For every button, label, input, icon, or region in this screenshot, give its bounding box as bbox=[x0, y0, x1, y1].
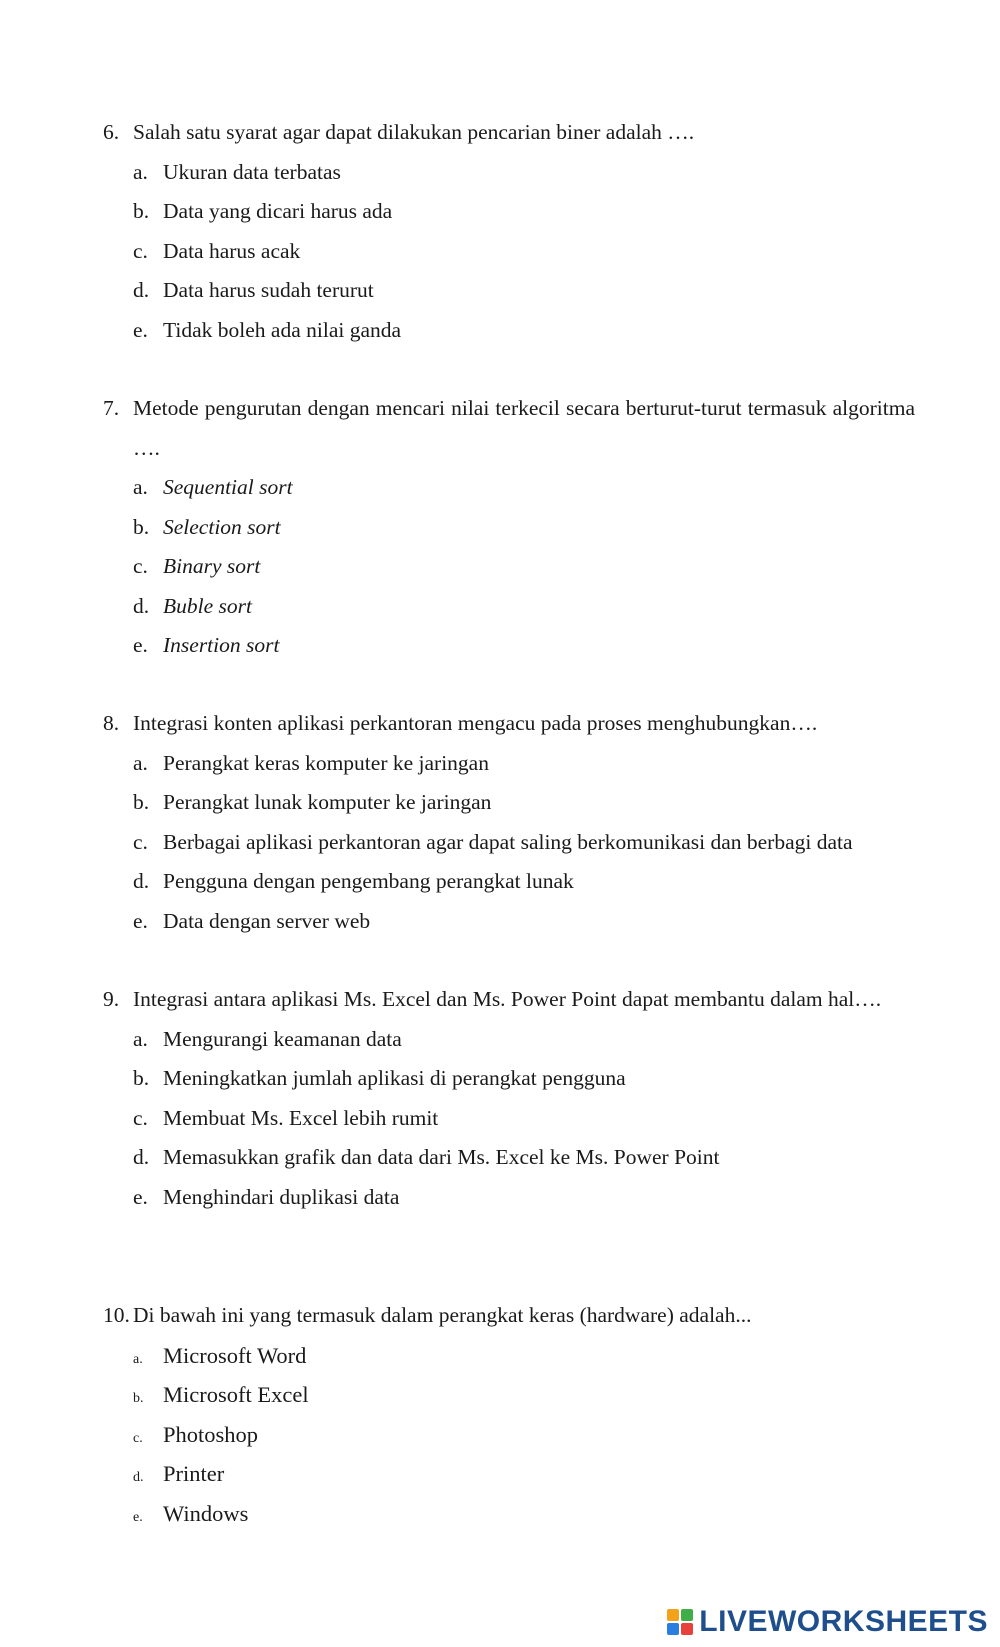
option-text: Menghindari duplikasi data bbox=[163, 1184, 400, 1209]
option-letter: a. bbox=[133, 750, 148, 775]
option-letter: d. bbox=[133, 869, 150, 893]
option-letter: a. bbox=[133, 1026, 148, 1051]
option-letter: d. bbox=[133, 593, 150, 618]
option-letter: d. bbox=[133, 1470, 144, 1485]
option-text: Data harus sudah terurut bbox=[163, 278, 374, 302]
option-6d[interactable] bbox=[133, 271, 915, 311]
liveworksheets-logo-icon bbox=[667, 1609, 693, 1635]
option-text: Microsoft Word bbox=[163, 1342, 307, 1368]
option-6b[interactable] bbox=[133, 192, 915, 232]
option-text: Mengurangi keamanan data bbox=[163, 1026, 402, 1051]
option-letter: c. bbox=[133, 829, 148, 854]
option-text: Microsoft Excel bbox=[163, 1382, 309, 1407]
option-text: Meningkatkan jumlah aplikasi di perangkat pengguna bbox=[163, 1066, 626, 1090]
option-10e[interactable] bbox=[133, 1494, 915, 1534]
option-text: Printer bbox=[163, 1461, 225, 1486]
option-letter: a. bbox=[133, 1351, 143, 1367]
option-letter: c. bbox=[133, 554, 148, 578]
option-text: Berbagai aplikasi perkantoran agar dapat saling berkomunikasi dan berbagi data bbox=[163, 829, 853, 854]
option-letter: b. bbox=[133, 514, 150, 539]
option-10b[interactable] bbox=[133, 1375, 915, 1415]
option-7a[interactable] bbox=[133, 468, 915, 508]
option-letter: a. bbox=[133, 159, 148, 184]
option-letter: a. bbox=[133, 475, 148, 499]
option-list bbox=[103, 153, 915, 351]
question-number: 10. bbox=[103, 1303, 130, 1327]
question-text: Integrasi antara aplikasi Ms. Excel dan Ms. Power Point dapat membantu dalam hal…. bbox=[133, 987, 882, 1011]
option-7c[interactable] bbox=[133, 547, 915, 587]
option-letter: e. bbox=[133, 1184, 148, 1209]
option-letter: e. bbox=[133, 908, 148, 933]
option-letter: c. bbox=[133, 238, 148, 263]
option-letter: e. bbox=[133, 1509, 143, 1525]
question-text: Salah satu syarat agar dapat dilakukan pencarian biner adalah …. bbox=[133, 120, 695, 144]
question-10 bbox=[103, 1296, 915, 1533]
option-9e[interactable] bbox=[133, 1178, 915, 1218]
liveworksheets-brand bbox=[667, 1605, 988, 1639]
option-letter: b. bbox=[133, 1066, 150, 1090]
option-10a[interactable] bbox=[133, 1336, 915, 1376]
question-text: Metode pengurutan dengan mencari nilai terkecil secara berturut-turut termasuk algoritma …. bbox=[133, 396, 915, 460]
question-6 bbox=[103, 113, 915, 350]
question-number: 9. bbox=[103, 987, 120, 1011]
option-text: Photoshop bbox=[163, 1421, 259, 1447]
brand-name: LIVEWORKSHEETS bbox=[699, 1605, 988, 1638]
option-text: Insertion sort bbox=[163, 633, 280, 657]
option-8e[interactable] bbox=[133, 902, 915, 942]
option-letter: e. bbox=[133, 633, 148, 657]
option-10c[interactable] bbox=[133, 1415, 915, 1455]
option-text: Membuat Ms. Excel lebih rumit bbox=[163, 1105, 439, 1130]
option-text: Data harus acak bbox=[163, 238, 301, 263]
question-7 bbox=[103, 389, 915, 666]
option-list bbox=[103, 468, 915, 666]
option-6c[interactable] bbox=[133, 232, 915, 272]
option-9d[interactable] bbox=[133, 1138, 915, 1178]
option-letter: b. bbox=[133, 1391, 144, 1406]
option-text: Windows bbox=[163, 1500, 249, 1526]
question-9 bbox=[103, 980, 915, 1217]
option-text: Binary sort bbox=[163, 554, 261, 578]
question-text: Di bawah ini yang termasuk dalam perangkat keras (hardware) adalah... bbox=[133, 1303, 752, 1327]
option-text: Perangkat keras komputer ke jaringan bbox=[163, 750, 489, 775]
option-letter: e. bbox=[133, 317, 148, 342]
option-7e[interactable] bbox=[133, 626, 915, 666]
option-text: Data yang dicari harus ada bbox=[163, 199, 393, 223]
question-number: 8. bbox=[103, 711, 120, 735]
option-6a[interactable] bbox=[133, 153, 915, 193]
question-text: Integrasi konten aplikasi perkantoran mengacu pada proses menghubungkan…. bbox=[133, 711, 818, 735]
question-8 bbox=[103, 704, 915, 941]
option-text: Buble sort bbox=[163, 593, 252, 618]
option-text: Tidak boleh ada nilai ganda bbox=[163, 317, 402, 342]
option-6e[interactable] bbox=[133, 311, 915, 351]
option-8c[interactable] bbox=[133, 823, 915, 863]
question-number: 6. bbox=[103, 120, 120, 144]
option-letter: b. bbox=[133, 790, 150, 814]
option-text: Sequential sort bbox=[163, 475, 293, 499]
option-7b[interactable] bbox=[133, 508, 915, 548]
option-text: Perangkat lunak komputer ke jaringan bbox=[163, 790, 492, 814]
option-8b[interactable] bbox=[133, 783, 915, 823]
option-text: Selection sort bbox=[163, 514, 281, 539]
option-text: Memasukkan grafik dan data dari Ms. Excel ke Ms. Power Point bbox=[163, 1145, 720, 1169]
option-letter: c. bbox=[133, 1105, 148, 1130]
option-8d[interactable] bbox=[133, 862, 915, 902]
option-7d[interactable] bbox=[133, 587, 915, 627]
option-text: Ukuran data terbatas bbox=[163, 159, 341, 184]
option-8a[interactable] bbox=[133, 744, 915, 784]
option-9c[interactable] bbox=[133, 1099, 915, 1139]
option-letter: d. bbox=[133, 1145, 150, 1169]
option-10d[interactable] bbox=[133, 1454, 915, 1494]
option-list bbox=[103, 1336, 915, 1534]
option-letter: b. bbox=[133, 199, 150, 223]
question-number: 7. bbox=[103, 396, 120, 420]
option-letter: c. bbox=[133, 1430, 143, 1446]
option-9b[interactable] bbox=[133, 1059, 915, 1099]
option-9a[interactable] bbox=[133, 1020, 915, 1060]
option-letter: d. bbox=[133, 278, 150, 302]
option-text: Pengguna dengan pengembang perangkat lunak bbox=[163, 869, 574, 893]
option-list bbox=[103, 1020, 915, 1218]
option-list bbox=[103, 744, 915, 942]
option-text: Data dengan server web bbox=[163, 908, 371, 933]
